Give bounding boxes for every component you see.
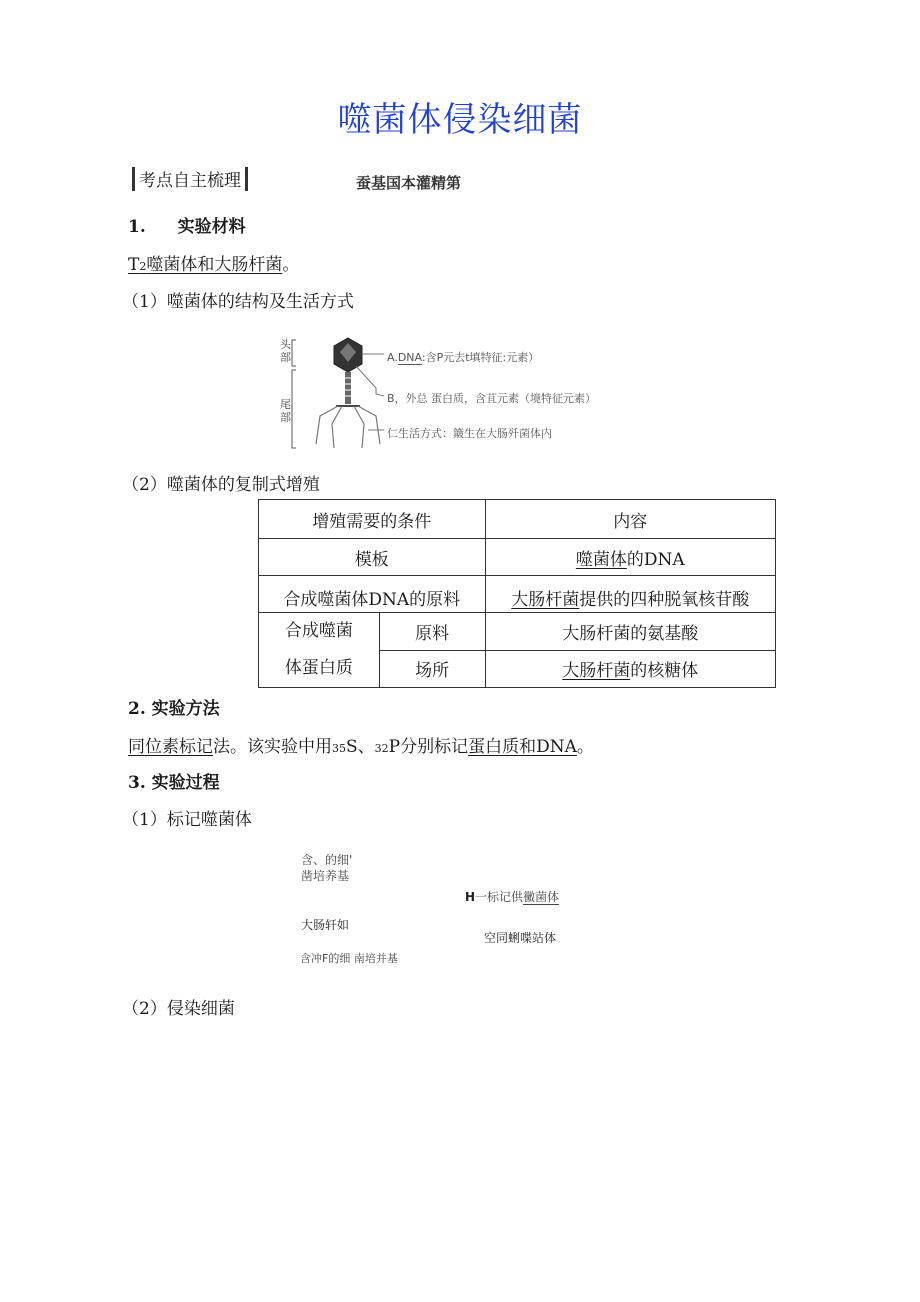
section-header-subtitle: 蚕基国本灌精第 — [356, 174, 462, 192]
table-cell: 噬菌体的DNA — [485, 539, 775, 576]
diagram-text-3: 大肠轩如 — [301, 918, 350, 932]
header-bar-right — [245, 167, 248, 191]
table-cell: 场所 — [379, 650, 485, 688]
section-1-heading — [128, 212, 246, 237]
subsection-infection: （2）侵染细菌 — [122, 999, 235, 1019]
section-3-number: 3. — [128, 773, 146, 793]
table-cell: 原料 — [379, 613, 485, 651]
table-header-cell: 内容 — [485, 500, 775, 539]
section-2-number: 2. — [128, 699, 146, 719]
method-line: 同位素标记法。该实验中用35S、32P分别标记蛋白质和DNA。 — [128, 737, 594, 757]
page-title: 噬菌体侵染细菌 — [337, 100, 583, 140]
label-a: A.DNA:含P元去t填特征:元素） — [387, 351, 540, 364]
replication-table — [258, 499, 776, 688]
diagram-text-5: 含冲F的细 南培并基 — [300, 952, 398, 965]
label-c: 仁生活方式：簸生在大肠歼菌体内 — [387, 427, 552, 440]
table-cell: 合成噬菌体DNA的原料 — [259, 576, 486, 613]
diagram-text-4: 空同蜊喋站体 — [484, 931, 557, 945]
table-cell: 模板 — [259, 539, 486, 576]
subsection-replication: （2）噬菌体的复制式增殖 — [122, 475, 320, 495]
table-cell-merged: 合成噬菌 体蛋白质 — [259, 613, 380, 688]
section-1-title: 实验材料 — [177, 217, 246, 237]
label-b: B，外总 蛋白质，含苴元素（境特征元素） — [387, 392, 597, 405]
table-row — [259, 613, 776, 651]
diagram-text-1: 含、的细' — [301, 853, 353, 867]
material-line: T2噬菌体和大肠杆菌。 — [128, 255, 300, 275]
tail-label: 尾部 — [280, 398, 291, 424]
table-row — [259, 500, 776, 539]
subsection-label-phage: （1）标记噬菌体 — [122, 810, 252, 830]
subsection-structure: （1）噬菌体的结构及生活方式 — [122, 292, 354, 312]
section-2-heading — [128, 694, 220, 719]
table-row — [259, 576, 776, 613]
diagram-text-2: 凿培养基 — [301, 869, 350, 883]
diagram-text-mid: H一标记供黴菌体 — [465, 890, 560, 904]
table-cell: 大肠杆菌提供的四种脱氧核苷酸 — [485, 576, 775, 613]
section-1-number: 1. — [128, 217, 146, 237]
section-header — [128, 166, 252, 191]
table-cell: 大肠杆菌的氨基酸 — [485, 613, 775, 651]
table-header-cell: 增殖需要的条件 — [259, 500, 486, 539]
table-row — [259, 539, 776, 576]
table-cell: 大肠杆菌的核糖体 — [485, 650, 775, 688]
head-label: 头部 — [280, 338, 291, 364]
header-bar-left — [132, 167, 135, 191]
section-3-title: 实验过程 — [151, 773, 220, 793]
section-2-title: 实验方法 — [151, 699, 220, 719]
section-header-label: 考点自主梳理 — [139, 171, 241, 191]
section-3-heading — [128, 768, 220, 793]
material-underlined: T2噬菌体和大肠杆菌 — [128, 255, 283, 275]
